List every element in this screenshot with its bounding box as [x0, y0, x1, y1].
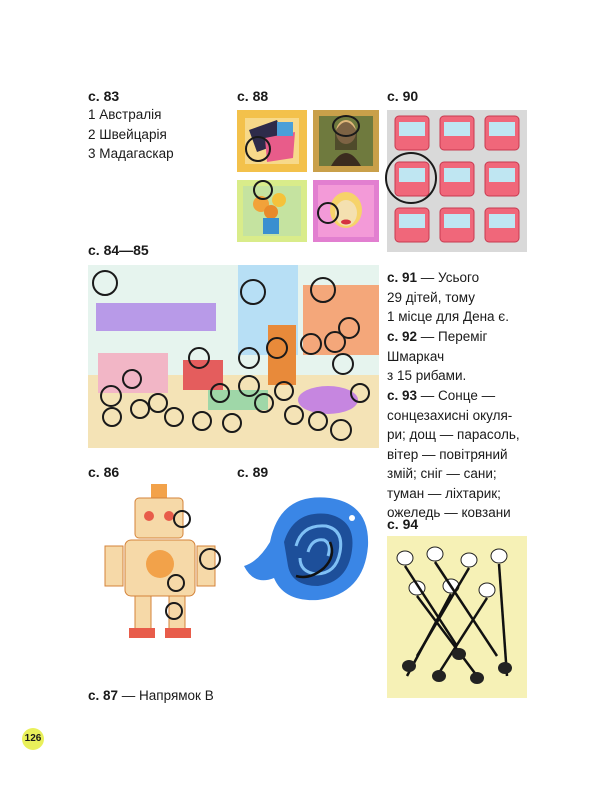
answer-circle: [332, 353, 354, 375]
answer-circle: [385, 152, 437, 204]
answer-line: — Сонце —: [417, 388, 496, 403]
section-label-p92: с. 92: [387, 329, 418, 344]
answer-line: туман — ліхтарик;: [387, 485, 501, 501]
answer-circle: [199, 548, 221, 570]
answer-circle: [274, 381, 294, 401]
section-label-p91: с. 91: [387, 270, 418, 285]
answer-circle: [92, 270, 118, 296]
page-number: 126: [22, 728, 44, 750]
answer-list-p83: [88, 105, 174, 164]
section-label-p89: с. 89: [237, 464, 269, 480]
answer-line: сонцезахисні окуля-: [387, 407, 513, 423]
section-label-p87: с. 87: [88, 688, 119, 703]
section-label-p90: с. 90: [387, 88, 419, 104]
answer-circle: [253, 180, 273, 200]
answer-circle: [102, 407, 122, 427]
answer-line: Шмаркач: [387, 348, 445, 364]
answer-circle: [330, 419, 352, 441]
section-label-p93: с. 93: [387, 388, 418, 403]
answer-circle: [310, 277, 336, 303]
answer-line: 2 Швейцарія: [88, 126, 167, 142]
answer-block-p92: [387, 327, 537, 386]
answer-circle: [284, 405, 304, 425]
room-scene-image: [88, 265, 379, 448]
answer-circle: [350, 383, 370, 403]
answer-line: змій; сніг — сани;: [387, 466, 497, 481]
section-label-p88: с. 88: [237, 88, 269, 104]
answer-circle: [300, 333, 322, 355]
art-thumbnail-sunflowers: [237, 180, 307, 242]
answer-circle: [240, 279, 266, 305]
answer-circle: [238, 347, 260, 369]
answer-circle: [173, 510, 191, 528]
answer-block-p91: [387, 268, 537, 327]
answer-circle: [317, 202, 339, 224]
answer-circle: [308, 411, 328, 431]
answer-circle: [100, 385, 122, 407]
section-label-p84-85: с. 84—85: [88, 242, 149, 258]
cats-puzzle-image: [387, 536, 527, 698]
section-label-p83: с. 83: [88, 88, 120, 104]
art-thumbnail-marilyn: [313, 180, 379, 242]
section-label-p86: с. 86: [88, 464, 120, 480]
answer-circle: [164, 407, 184, 427]
answer-circle: [245, 136, 271, 162]
whale-maze-image: [240, 482, 380, 610]
answer-circle: [165, 602, 183, 620]
answer-line: 3 Мадагаскар: [88, 146, 174, 161]
art-thumbnail-collage: [237, 110, 307, 172]
answer-circle: [210, 383, 230, 403]
answer-line: 29 дітей, тому: [387, 289, 475, 305]
answer-block-p87: [88, 686, 214, 706]
answer-line: 1 місце для Дена є.: [387, 309, 509, 324]
robot-image: [95, 484, 230, 639]
answer-circle: [266, 337, 288, 359]
answer-line: — Переміг: [417, 329, 488, 344]
answer-line: — Усього: [417, 270, 480, 285]
answer-circle: [238, 375, 260, 397]
answer-line: ожеледь — ковзани: [387, 505, 511, 520]
answer-circle: [167, 574, 185, 592]
answer-circle: [192, 411, 212, 431]
answer-circle: [332, 115, 360, 137]
answer-circle: [188, 347, 210, 369]
answer-line: вітер — повітряний: [387, 446, 508, 462]
answer-circle: [324, 331, 346, 353]
section-label-p94: с. 94: [387, 516, 419, 532]
answer-line: ри; дощ — парасоль,: [387, 427, 520, 442]
answer-block-p93: [387, 386, 547, 523]
answer-line: з 15 рибами.: [387, 368, 467, 383]
answer-circle: [222, 413, 242, 433]
answer-circle: [122, 369, 142, 389]
answer-line: — Напрямок В: [118, 688, 214, 703]
answer-circle: [254, 393, 274, 413]
answer-line: 1 Австралія: [88, 107, 162, 122]
art-thumbnail-mona-lisa: [313, 110, 379, 172]
answer-circle: [130, 399, 150, 419]
buses-puzzle-image: [387, 110, 527, 252]
